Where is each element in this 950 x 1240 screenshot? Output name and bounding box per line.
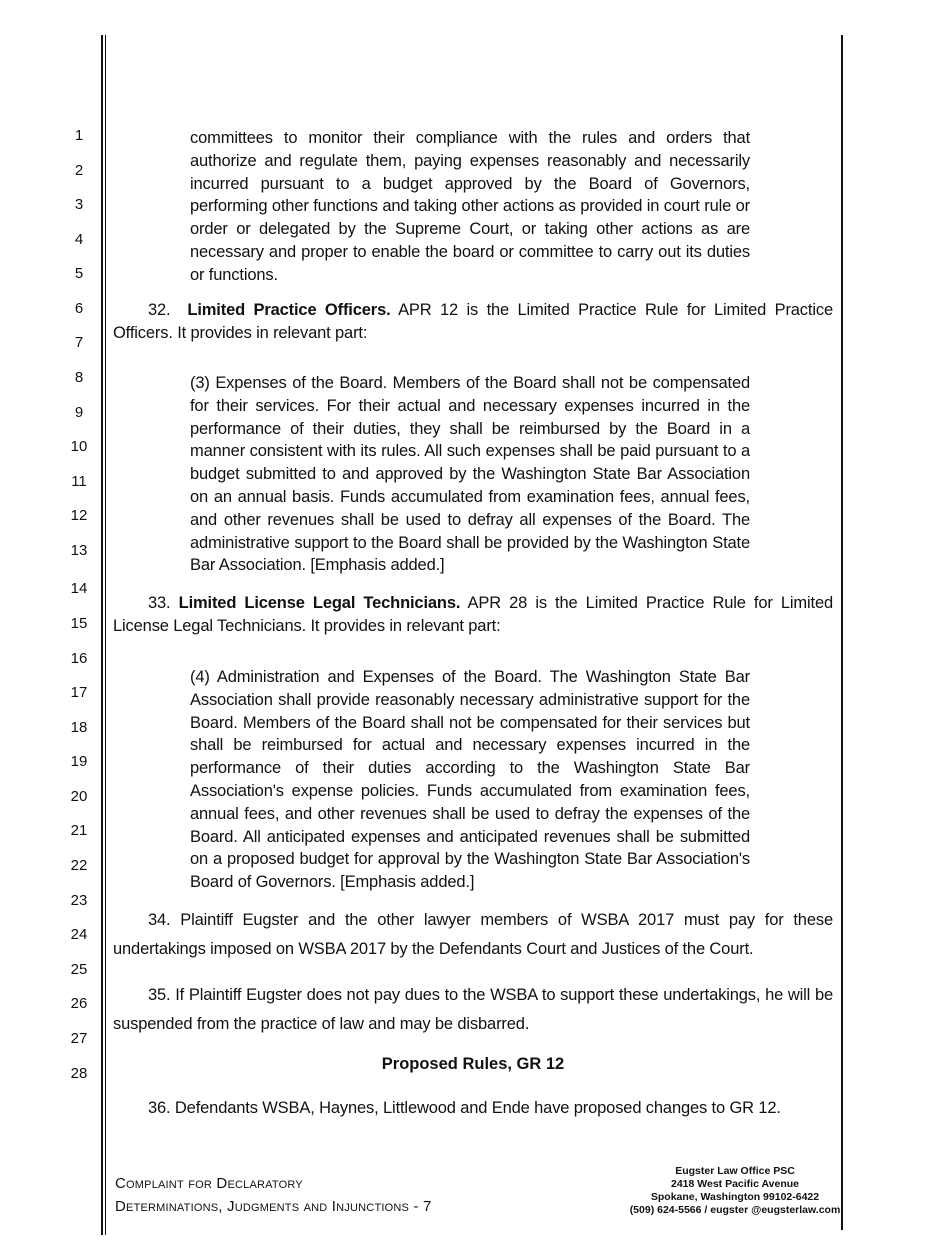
line-number: 24 xyxy=(70,926,88,943)
line-number: 22 xyxy=(70,857,88,874)
line-number: 7 xyxy=(74,334,84,351)
paragraph-33 xyxy=(113,592,833,638)
footer-document-title xyxy=(115,1172,432,1218)
paragraph-text: 36. Defendants WSBA, Haynes, Littlewood and Ende have proposed changes to GR 12. xyxy=(148,1099,781,1117)
line-number: 3 xyxy=(74,196,84,213)
footer-title-line1: Complaint for Declaratory xyxy=(115,1175,303,1192)
line-number: 14 xyxy=(70,580,88,597)
line-number: 12 xyxy=(70,507,88,524)
line-number: 5 xyxy=(74,265,84,282)
paragraph-text: 35. If Plaintiff Eugster does not pay dues to the WSBA to support these undertakings, he will be suspended from the practice of law and may be disbarred. xyxy=(113,986,833,1033)
line-number: 21 xyxy=(70,822,88,839)
footer-address: 2418 West Pacific Avenue xyxy=(670,1178,799,1190)
paragraph-number: 33. xyxy=(148,594,171,612)
line-number: 18 xyxy=(70,719,88,736)
line-number: 19 xyxy=(70,753,88,770)
footer-city: Spokane, Washington 99102-6422 xyxy=(650,1191,820,1203)
line-number: 27 xyxy=(70,1030,88,1047)
footer-contact: (509) 624-5566 / eugster @eugsterlaw.com xyxy=(629,1204,841,1216)
paragraph-number: 32. xyxy=(148,301,171,319)
left-margin-rule-inner xyxy=(105,35,107,1235)
line-number: 10 xyxy=(70,438,88,455)
paragraph-text: APR 28 is the Limited Practice Rule for Limited License Legal Technicians. It provides in relevant part: xyxy=(113,594,833,635)
line-number: 8 xyxy=(74,369,84,386)
paragraph-text: 34. Plaintiff Eugster and the other lawyer members of WSBA 2017 must pay for these undertakings imposed on WSBA 2017 by the Defendants Court and Justices of the Court. xyxy=(113,911,833,958)
block-quote-apr28: (4) Administration and Expenses of the Board. The Washington State Bar Association shall provide reasonably necessary administrative support for the Board. Members of the Board shall not be compensated for their services but shall be reimbursed for actual and necessary expenses incurred in the performance of their duties according to the Washington State Bar Association's expense policies. Funds accumulated from examination fees, annual fees, and other revenues shall be used to defray the expenses of the Board. All anticipated expenses and anticipated revenues shall be submitted on a proposed budget for approval by the Washington State Bar Association's Board of Governors. [Emphasis added.] xyxy=(190,668,750,892)
line-number: 9 xyxy=(74,404,84,421)
paragraph-text: APR 12 is the Limited Practice Rule for Limited Practice Officers. It provides in relevant part: xyxy=(113,301,833,342)
line-number: 25 xyxy=(70,961,88,978)
section-heading: Proposed Rules, GR 12 xyxy=(381,1055,565,1073)
paragraph-32 xyxy=(113,299,833,345)
line-number: 13 xyxy=(70,542,88,559)
left-margin-rule-outer xyxy=(101,35,103,1235)
line-number: 28 xyxy=(70,1065,88,1082)
line-number: 17 xyxy=(70,684,88,701)
footer-page-number: - 7 xyxy=(413,1198,432,1215)
line-number: 26 xyxy=(70,995,88,1012)
footer-title-line2: Determinations, Judgments and Injunctions xyxy=(115,1198,410,1215)
line-number: 1 xyxy=(74,127,84,144)
block-quote-continued: committees to monitor their compliance with the rules and orders that authorize and regulate them, paying expenses reasonably and necessarily incurred pursuant to a budget approved by the Board of Governors, performing other functions and taking other actions as provided in court rule or order or delegated by the Supreme Court, or taking other actions as are necessary and proper to enable the board or committee to carry out its duties or functions. xyxy=(190,129,750,284)
paragraph-36 xyxy=(113,1097,833,1120)
line-number: 20 xyxy=(70,788,88,805)
paragraph-34 xyxy=(113,906,833,964)
footer-firm-block xyxy=(620,1165,850,1217)
line-number: 11 xyxy=(71,473,87,490)
paragraph-title: Limited Practice Officers. xyxy=(187,301,391,319)
line-number: 2 xyxy=(74,162,84,179)
paragraph-title: Limited License Legal Technicians. xyxy=(178,594,461,612)
paragraph-35 xyxy=(113,981,833,1039)
line-number: 4 xyxy=(74,231,84,248)
right-margin-rule xyxy=(841,35,843,1230)
block-quote-apr12: (3) Expenses of the Board. Members of the Board shall not be compensated for their services. For their actual and necessary expenses incurred in the performance of their duties, they shall be reimbursed by the Board in a manner consistent with its rules. All such expenses shall be paid pursuant to a budget submitted to and approved by the Washington State Bar Association on an annual basis. Funds accumulated from examination fees, annual fees, and other revenues shall be used to defray all expenses of the Board. The administrative support to the Board shall be provided by the Washington State Bar Association. [Emphasis added.] xyxy=(190,374,750,575)
line-number: 15 xyxy=(70,615,88,632)
footer-firm-name: Eugster Law Office PSC xyxy=(675,1165,795,1177)
line-number: 6 xyxy=(74,300,84,317)
line-number: 23 xyxy=(70,892,88,909)
line-number: 16 xyxy=(70,650,88,667)
